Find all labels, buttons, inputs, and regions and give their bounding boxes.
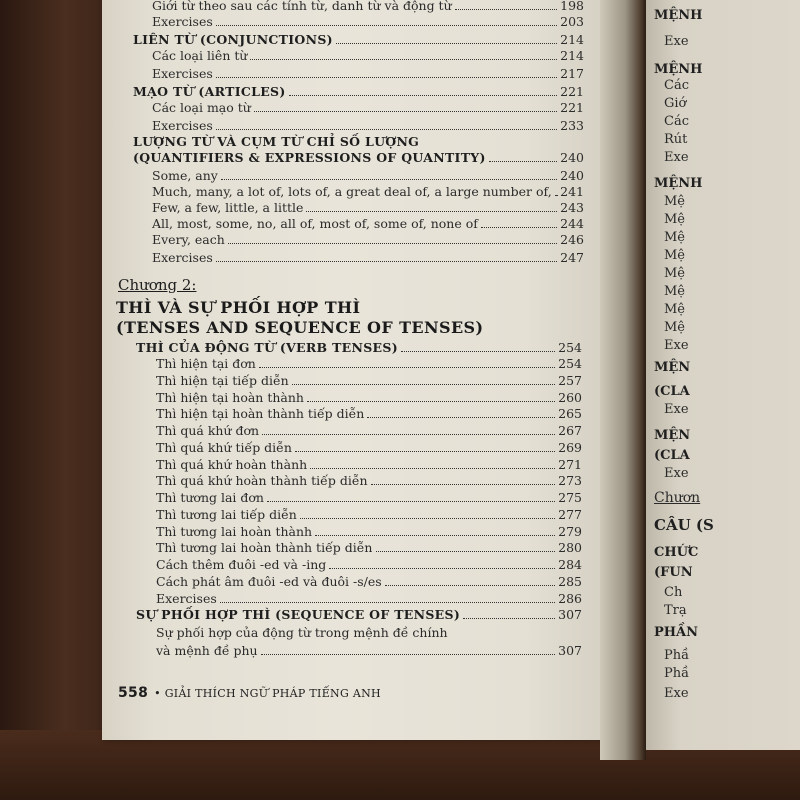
toc-entry-page: 240 — [560, 168, 584, 183]
toc-entry-title: Thì hiện tại hoàn thành — [156, 390, 304, 405]
dot-leader — [220, 602, 555, 603]
dot-leader — [300, 518, 555, 519]
toc-entry-page: 233 — [560, 118, 584, 133]
right-page-fragment: Phầ — [664, 648, 690, 663]
toc-entry — [152, 14, 584, 30]
dot-leader — [250, 59, 557, 60]
dot-leader — [455, 9, 558, 10]
right-page-fragment: MỆN — [654, 360, 691, 375]
right-page-fragment: Chươn — [654, 490, 701, 506]
dot-leader — [376, 551, 556, 552]
toc-entry-page: 243 — [560, 200, 584, 215]
dot-leader — [259, 367, 555, 368]
book-spine — [600, 0, 646, 760]
dot-leader — [289, 95, 558, 96]
toc-entry — [156, 591, 582, 607]
toc-entry-title: Thì tương lai hoàn thành — [156, 524, 313, 539]
right-page-fragment: Mệ — [664, 230, 686, 245]
toc-entry-title: MẠO TỪ (ARTICLES) — [133, 84, 286, 99]
toc-entry-title: Giới từ theo sau các tính từ, danh từ và động từ — [152, 0, 452, 13]
right-page-fragment: CÂU (S — [654, 516, 714, 534]
toc-entry-title: (QUANTIFIERS & EXPRESSIONS OF QUANTITY) — [133, 150, 486, 165]
right-page-fragment: Exe — [664, 338, 689, 353]
toc-entry-title: Cách thêm đuôi -ed và -ing — [156, 557, 327, 572]
toc-entry-title: Thì hiện tại đơn — [156, 356, 256, 371]
toc-entry-page: 284 — [558, 557, 582, 572]
dot-leader — [216, 261, 557, 262]
dot-leader — [216, 129, 557, 130]
toc-entry-title: Thì tương lai đơn — [156, 490, 264, 505]
dot-leader — [489, 161, 557, 162]
toc-entry-title: Thì quá khứ đơn — [156, 423, 260, 438]
right-page-fragment: Mệ — [664, 302, 686, 317]
page-number: 558 — [118, 685, 149, 701]
dot-leader — [555, 195, 557, 196]
toc-entry — [133, 84, 584, 100]
toc-entry — [133, 150, 584, 166]
dot-leader — [315, 535, 555, 536]
dot-leader — [481, 227, 557, 228]
toc-entry-title: Thì tương lai tiếp diễn — [156, 507, 297, 522]
page-footer — [118, 685, 381, 701]
dot-leader — [216, 25, 557, 26]
toc-entry — [152, 200, 584, 216]
dot-leader — [292, 384, 555, 385]
toc-entry-page: 244 — [560, 216, 584, 231]
dot-leader — [310, 468, 555, 469]
dot-leader — [329, 568, 555, 569]
right-page-fragment: (FUN — [654, 565, 693, 580]
right-page-fragment: (CLA — [654, 384, 690, 399]
toc-entry-title: Exercises — [156, 591, 217, 606]
toc-entry — [156, 390, 582, 406]
toc-entry-title: Some, any — [152, 168, 218, 183]
right-page-fragment: Exe — [664, 150, 689, 165]
toc-entry — [152, 216, 584, 232]
toc-entry-title: Cách phát âm đuôi -ed và đuôi -s/es — [156, 574, 382, 589]
toc-entry-page: 307 — [558, 643, 582, 658]
toc-entry — [152, 66, 584, 82]
right-page-fragment: Exe — [664, 466, 689, 481]
toc-entry-page: 273 — [558, 473, 582, 488]
right-page-fragment: (CLA — [654, 448, 690, 463]
toc-entry-page: 217 — [560, 66, 584, 81]
toc-entry — [156, 406, 582, 422]
dot-leader — [385, 585, 555, 586]
toc-entry-page: 286 — [558, 591, 582, 606]
right-page-fragment: Giớ — [664, 96, 687, 111]
running-title: • GIẢI THÍCH NGỮ PHÁP TIẾNG ANH — [154, 687, 381, 700]
toc-entry-page: 257 — [558, 373, 582, 388]
right-page-fragment: MỆNH — [654, 8, 703, 23]
toc-entry — [133, 32, 584, 48]
toc-entry-title: Sự phối hợp của động từ trong mệnh đề chính — [156, 625, 448, 640]
toc-entry-page: 285 — [558, 574, 582, 589]
right-page-fragment: MỆNH — [654, 62, 703, 77]
toc-entry-title: Exercises — [152, 66, 213, 81]
toc-entry-page: 246 — [560, 232, 584, 247]
toc-entry-title: Every, each — [152, 232, 225, 247]
toc-entry-page: 241 — [560, 184, 584, 199]
toc-entry — [152, 168, 584, 184]
toc-entry-page: 221 — [560, 84, 584, 99]
toc-entry-title: SỰ PHỐI HỢP THÌ (SEQUENCE OF TENSES) — [136, 607, 461, 622]
chapter-label: Chương 2: — [118, 276, 197, 294]
toc-entry-page: 280 — [558, 540, 582, 555]
dot-leader — [254, 111, 557, 112]
toc-entry-title: THÌ CỦA ĐỘNG TỪ (VERB TENSES) — [136, 340, 398, 355]
right-page-fragment: Exe — [664, 686, 689, 701]
toc-entry — [133, 134, 584, 150]
right-page-fragment: Exe — [664, 402, 689, 417]
toc-entry — [156, 557, 582, 573]
toc-entry-title: Thì quá khứ hoàn thành — [156, 457, 308, 472]
toc-entry-page: 198 — [560, 0, 584, 13]
toc-entry-page: 269 — [558, 440, 582, 455]
background-left — [0, 0, 108, 800]
dot-leader — [267, 501, 555, 502]
toc-entry-title: All, most, some, no, all of, most of, some of, none of — [152, 216, 478, 231]
dot-leader — [261, 654, 556, 655]
dot-leader — [216, 77, 557, 78]
right-page-fragment: Mệ — [664, 320, 686, 335]
toc-entry — [156, 643, 582, 659]
right-page-fragment: Trạ — [664, 603, 687, 618]
toc-entry-page: 214 — [560, 32, 584, 47]
right-page-fragment: Mệ — [664, 212, 686, 227]
dot-leader — [306, 211, 557, 212]
toc-entry — [156, 524, 582, 540]
toc-entry-page: 203 — [560, 14, 584, 29]
toc-entry-page: 214 — [560, 48, 584, 63]
toc-entry-page: 240 — [560, 150, 584, 165]
right-page-fragment: Rút — [664, 132, 688, 147]
toc-entry-page: 265 — [558, 406, 582, 421]
toc-entry — [152, 250, 584, 266]
toc-entry-title: LIÊN TỪ (CONJUNCTIONS) — [133, 32, 333, 47]
right-page-fragment: Các — [664, 78, 689, 93]
toc-entry — [156, 540, 582, 556]
toc-entry — [152, 184, 584, 200]
toc-entry — [156, 473, 582, 489]
toc-entry-page: 267 — [558, 423, 582, 438]
toc-entry-title: LƯỢNG TỪ VÀ CỤM TỪ CHỈ SỐ LƯỢNG — [133, 134, 420, 149]
toc-entry-page: 271 — [558, 457, 582, 472]
dot-leader — [262, 434, 555, 435]
dot-leader — [463, 618, 555, 619]
toc-entry-title: và mệnh đề phụ — [156, 643, 258, 658]
toc-entry-page: 254 — [558, 340, 582, 355]
right-page-fragment: MỆN — [654, 428, 691, 443]
dot-leader — [371, 484, 556, 485]
right-page-fragment: Mệ — [664, 248, 686, 263]
toc-entry-title: Few, a few, little, a little — [152, 200, 304, 215]
toc-entry — [152, 118, 584, 134]
right-page-fragment: Exe — [664, 34, 689, 49]
chapter-title-en: (TENSES AND SEQUENCE OF TENSES) — [116, 318, 484, 337]
right-page-fragment: PHẦN — [654, 625, 699, 640]
toc-entry-title: Các loại mạo từ — [152, 100, 251, 115]
toc-entry-title: Thì quá khứ hoàn thành tiếp diễn — [156, 473, 368, 488]
toc-entry-title: Thì tương lai hoàn thành tiếp diễn — [156, 540, 373, 555]
toc-entry-page: 307 — [558, 607, 582, 622]
toc-entry-title: Thì quá khứ tiếp diễn — [156, 440, 292, 455]
toc-entry — [156, 457, 582, 473]
right-page-fragment: MỆNH — [654, 176, 703, 191]
toc-entry — [152, 100, 584, 116]
toc-entry-page: 277 — [558, 507, 582, 522]
dot-leader — [295, 451, 555, 452]
toc-entry-title: Các loại liên từ — [152, 48, 248, 63]
right-page-fragment: Mệ — [664, 194, 686, 209]
toc-entry — [156, 490, 582, 506]
right-page-fragment: CHỨC — [654, 545, 699, 560]
dot-leader — [307, 401, 555, 402]
toc-entry-title: Exercises — [152, 14, 213, 29]
dot-leader — [367, 417, 555, 418]
toc-entry — [136, 340, 582, 356]
toc-entry — [156, 625, 582, 641]
toc-entry — [156, 423, 582, 439]
chapter-title-vi: THÌ VÀ SỰ PHỐI HỢP THÌ — [116, 298, 361, 317]
toc-entry-page: 247 — [560, 250, 584, 265]
toc-entry — [156, 356, 582, 372]
toc-entry — [136, 607, 582, 623]
toc-entry — [152, 48, 584, 64]
toc-entry-title: Exercises — [152, 250, 213, 265]
toc-entry-title: Much, many, a lot of, lots of, a great deal of, a large number of, — [152, 184, 552, 199]
right-page-fragment: Mệ — [664, 266, 686, 281]
toc-entry — [156, 440, 582, 456]
toc-entry-page: 254 — [558, 356, 582, 371]
right-page — [640, 0, 800, 750]
right-page-fragment: Các — [664, 114, 689, 129]
dot-leader — [228, 243, 557, 244]
right-page-fragment: Ch — [664, 585, 683, 600]
toc-entry-page: 275 — [558, 490, 582, 505]
toc-entry — [156, 373, 582, 389]
toc-entry — [152, 0, 584, 14]
toc-entry-page: 260 — [558, 390, 582, 405]
toc-entry — [156, 574, 582, 590]
dot-leader — [221, 179, 557, 180]
toc-entry — [156, 507, 582, 523]
dot-leader — [336, 43, 557, 44]
right-page-fragment: Mệ — [664, 284, 686, 299]
toc-entry-page: 279 — [558, 524, 582, 539]
right-page-fragment: Phầ — [664, 666, 690, 681]
dot-leader — [401, 351, 555, 352]
toc-entry-page: 221 — [560, 100, 584, 115]
toc-entry — [152, 232, 584, 248]
toc-entry-title: Thì hiện tại tiếp diễn — [156, 373, 289, 388]
toc-entry-title: Exercises — [152, 118, 213, 133]
toc-entry-title: Thì hiện tại hoàn thành tiếp diễn — [156, 406, 365, 421]
